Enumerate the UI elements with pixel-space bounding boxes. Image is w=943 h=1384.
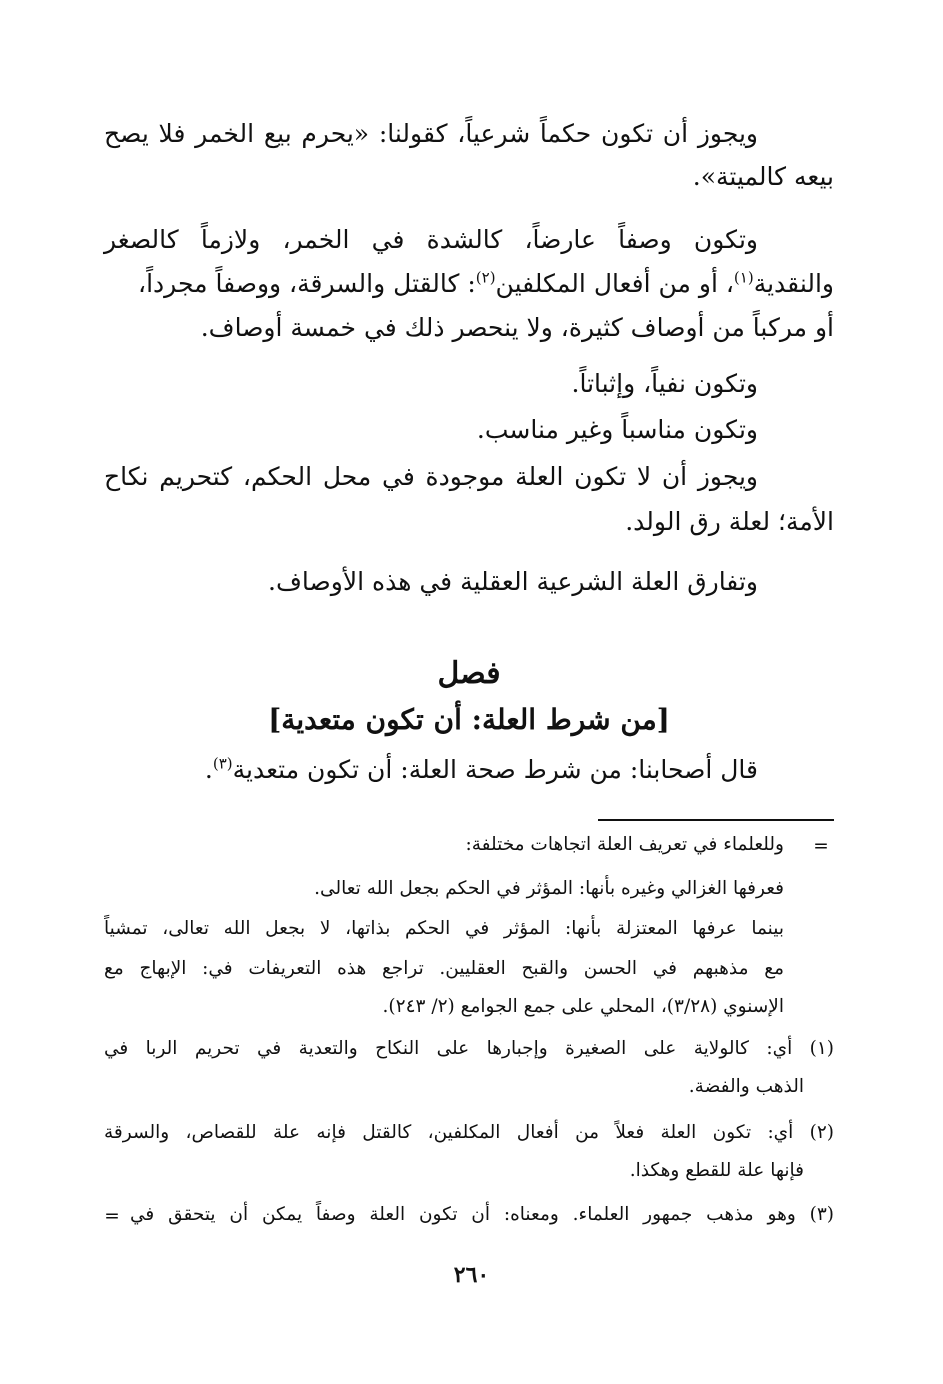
footnote-2-line-1: (٢) أي: تكون العلة فعلاً من أفعال المكلفين، كالقتل فإنه علة للقصاص، والسرقة [104, 1122, 834, 1143]
footnote-2-line-2: فإنها علة للقطع وهكذا. [629, 1160, 804, 1181]
paragraph-7 [104, 748, 758, 792]
paragraph-2-line-3: أو مركباً من أوصاف كثيرة، ولا ينحصر ذلك في خمسة أوصاف. [200, 313, 834, 342]
footnote-separator [598, 819, 834, 821]
paragraph-2-line-2 [104, 262, 834, 306]
footnote-continuation-line-3: بينما عرفها المعتزلة بأنها: المؤثر في الحكم بذاتها، لا بجعل الله تعالى، تمشياً [104, 918, 784, 939]
page-number: ٢٦٠ [453, 1262, 490, 1288]
footnote-3-continuation-marker: = [104, 1206, 120, 1227]
footnote-continuation-line-2: فعرفها الغزالي وغيره بأنها: المؤثر في الحكم بجعل الله تعالى. [314, 878, 784, 899]
footnote-continuation-marker: = [813, 836, 829, 857]
footnote-1-line-2: الذهب والفضة. [688, 1076, 804, 1097]
footnote-continuation-line-5: الإسنوي (٣/٢٨)، المحلي على جمع الجوامع (٢/ ٢٤٣). [382, 996, 784, 1017]
paragraph-2-text-b: ، أو من أفعال المكلفين [495, 269, 734, 298]
paragraph-1-line-2: بيعه كالميتة». [692, 162, 834, 191]
footnote-ref-1: (١) [733, 268, 754, 287]
footnote-ref-3: (٣) [212, 754, 233, 773]
paragraph-2-line-1: وتكون وصفاً عارضاً، كالشدة في الخمر، ولازماً كالصغر [104, 225, 758, 254]
footnote-1-line-1: (١) أي: كالولاية على الصغيرة وإجبارها على النكاح والتعدية في تحريم الربا في [104, 1038, 834, 1059]
paragraph-4: وتكون مناسباً وغير مناسب. [476, 415, 758, 444]
paragraph-2-text-a: والنقدية [753, 269, 834, 298]
paragraph-1-line-1: ويجوز أن تكون حكماً شرعياً، كقولنا: «يحرم بيع الخمر فلا يصح [104, 119, 758, 148]
paragraph-7-text: قال أصحابنا: من شرط صحة العلة: أن تكون متعدية [232, 755, 758, 784]
paragraph-5-line-1: ويجوز أن لا تكون العلة موجودة في محل الحكم، كتحريم نكاح [104, 462, 758, 491]
footnote-continuation-line-4: مع مذهبهم في الحسن والقبح العقليين. تراجع هذه التعريفات في: الإبهاج مع [104, 958, 784, 979]
footnote-3-line-1: (٣) وهو مذهب جمهور العلماء. ومعناه: أن تكون العلة وصفاً يمكن أن يتحقق في [130, 1204, 834, 1225]
footnote-ref-2: (٢) [475, 268, 496, 287]
section-heading: فصل [437, 656, 501, 691]
paragraph-3: وتكون نفياً، وإثباتاً. [571, 369, 758, 398]
paragraph-2-text-c: : كالقتل والسرقة، ووصفاً مجرداً، [138, 269, 476, 298]
paragraph-6: وتفارق العلة الشرعية العقلية في هذه الأوصاف. [268, 567, 758, 596]
paragraph-5-line-2: الأمة؛ لعلة رق الولد. [625, 507, 834, 536]
paragraph-7-period: . [204, 755, 213, 784]
section-subheading: [من شرط العلة: أن تكون متعدية] [268, 703, 670, 736]
footnote-continuation-line-1: وللعلماء في تعريف العلة اتجاهات مختلفة: [465, 834, 784, 855]
